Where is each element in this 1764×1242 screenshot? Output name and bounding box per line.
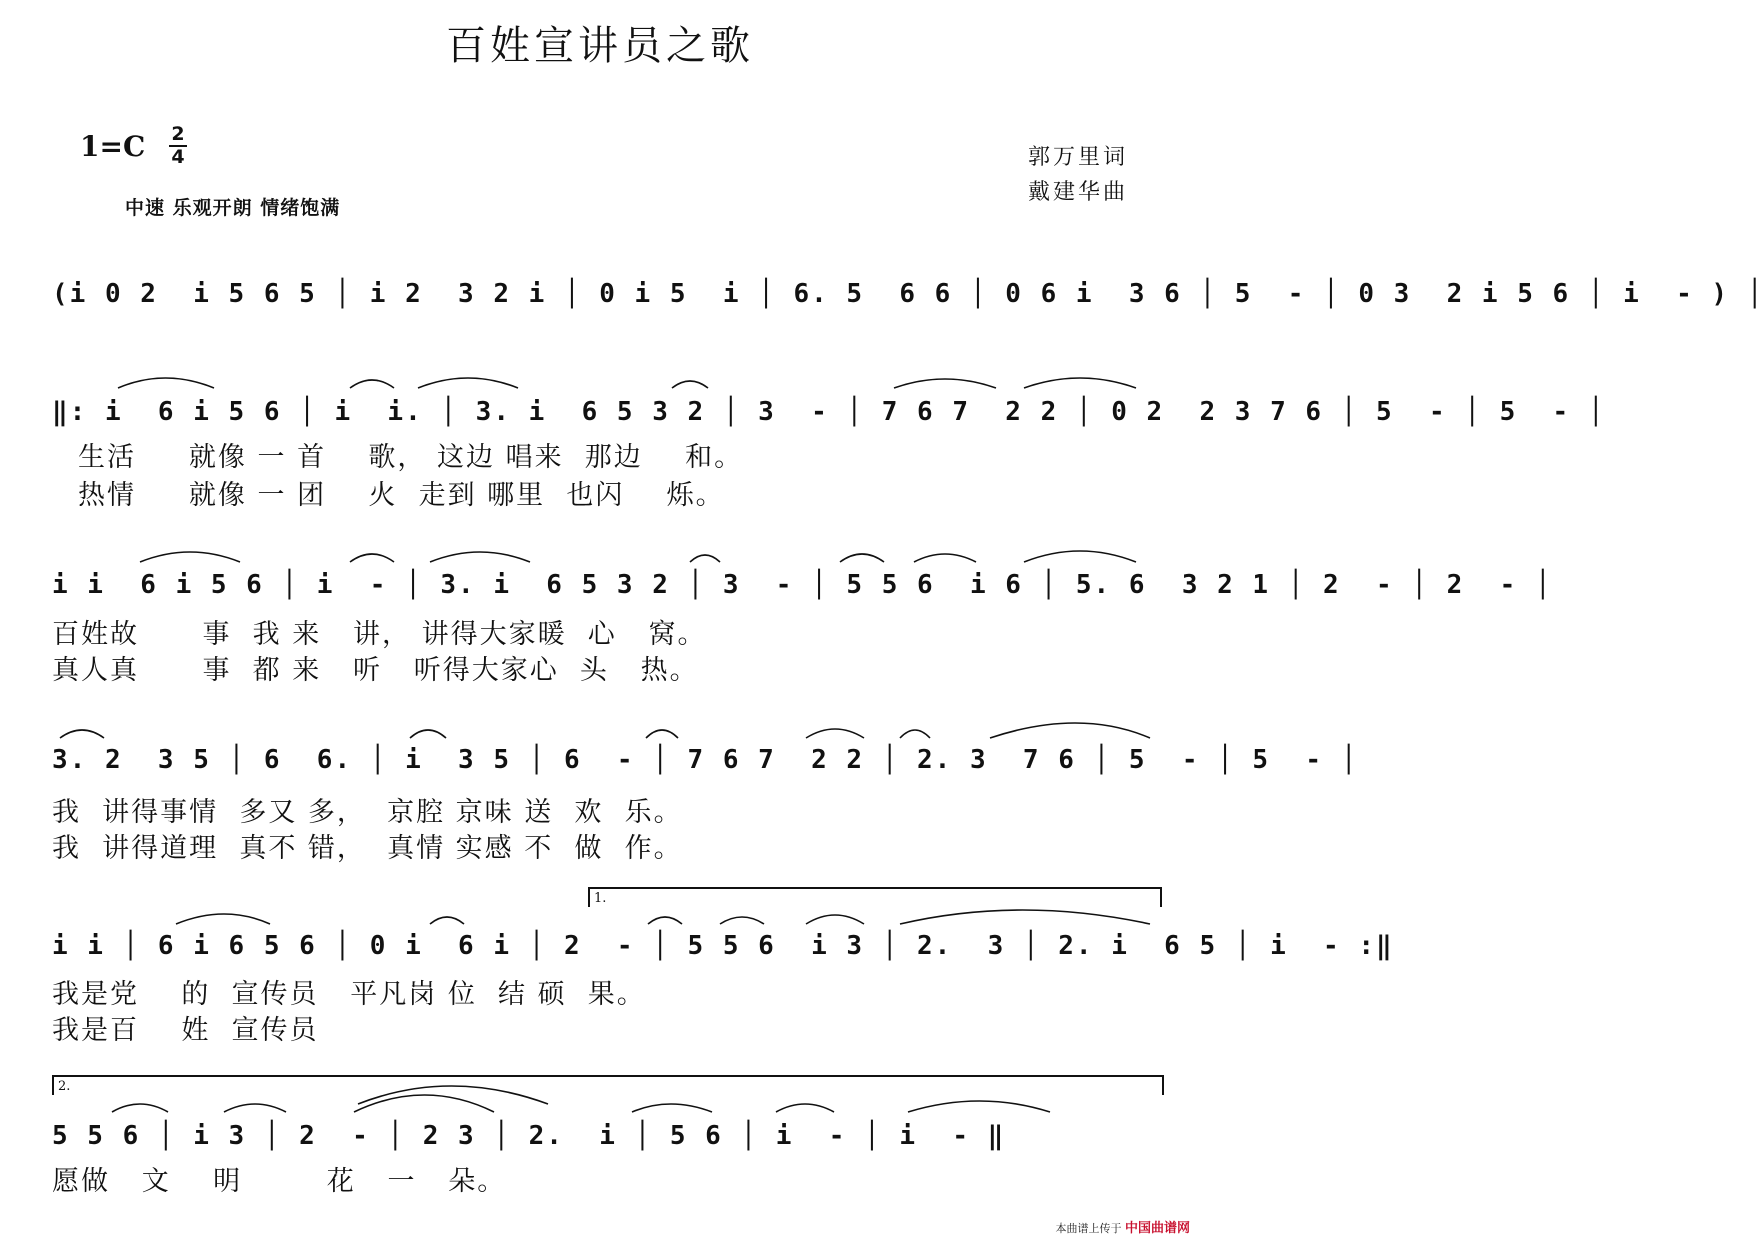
- notes-line-3: 3. 2 3 5 │ 6 6. │ i 3 5 │ 6 - │ 7 6 7 2 2 │ 2. 3 7 6 │ 5 - │ 5 - │: [52, 745, 1359, 775]
- notes-line-intro: (i 0 2 i 5 6 5 │ i 2 3 2 i │ 0 i 5 i │ 6. 5 6 6 │ 0 6 i 3 6 │ 5 - │ 0 3 2 i 5 6 │ i - ) │: [52, 279, 1764, 309]
- lyrics-line-1-verse-1: 生活 就像 一 首 歌， 这边 唱来 那边 和。: [78, 442, 744, 473]
- lyrics-line-2-verse-1: 百姓故 事 我 来 讲， 讲得大家暖 心 窝。: [52, 619, 707, 650]
- lyrics-line-3-verse-1: 我 讲得事情 多又 多， 京腔 京味 送 欢 乐。: [52, 797, 683, 828]
- notes-line-5: 5 5 6 │ i 3 │ 2 - │ 2 3 │ 2. i │ 5 6 │ i - │ i - ‖: [52, 1121, 1006, 1151]
- song-title: 百姓宣讲员之歌: [446, 23, 754, 69]
- lyrics-line-4-verse-2: 我是百 姓 宣传员: [52, 1015, 319, 1046]
- lyrics-line-3-verse-2: 我 讲得道理 真不 错， 真情 实感 不 做 作。: [52, 833, 683, 864]
- notes-line-2: i i 6 i 5 6 │ i - │ 3. i 6 5 3 2 │ 3 - │ 5 5 6 i 6 │ 5. 6 3 2 1 │ 2 - │ 2 - │: [52, 570, 1553, 600]
- time-signature-top: 2: [171, 123, 185, 145]
- composer-credit: 戴建华曲: [1027, 180, 1128, 205]
- footer-upload-text: 本曲谱上传于: [1055, 1222, 1122, 1235]
- time-signature-bottom: 4: [171, 146, 185, 168]
- site-footer: [1055, 1217, 1190, 1236]
- lyrics-line-5: 愿做 文 明 花 一 朵。: [52, 1166, 507, 1197]
- first-ending-label: 1.: [594, 891, 607, 906]
- second-ending-label: 2.: [58, 1079, 71, 1094]
- footer-brand-logo: 中国曲谱网: [1124, 1221, 1190, 1236]
- lyricist-credit: 郭万里词: [1027, 145, 1128, 170]
- tempo-marking: 中速 乐观开朗 情绪饱满: [125, 197, 341, 219]
- key-signature: 1=C: [80, 130, 146, 163]
- notes-line-4: i i │ 6 i 6 5 6 │ 0 i 6 i │ 2 - │ 5 5 6 i 3 │ 2. 3 │ 2. i 6 5 │ i - :‖: [52, 931, 1394, 961]
- lyrics-line-4-verse-1: 我是党 的 宣传员 平凡岗 位 结 硕 果。: [52, 979, 646, 1010]
- notes-line-1: ‖: i 6 i 5 6 │ i i. │ 3. i 6 5 3 2 │ 3 - │ 7 6 7 2 2 │ 0 2 2 3 7 6 │ 5 - │ 5 - │: [52, 397, 1606, 427]
- lyrics-line-2-verse-2: 真人真 事 都 来 听 听得大家心 头 热。: [52, 655, 699, 686]
- lyrics-line-1-verse-2: 热情 就像 一 团 火 走到 哪里 也闪 烁。: [78, 480, 725, 511]
